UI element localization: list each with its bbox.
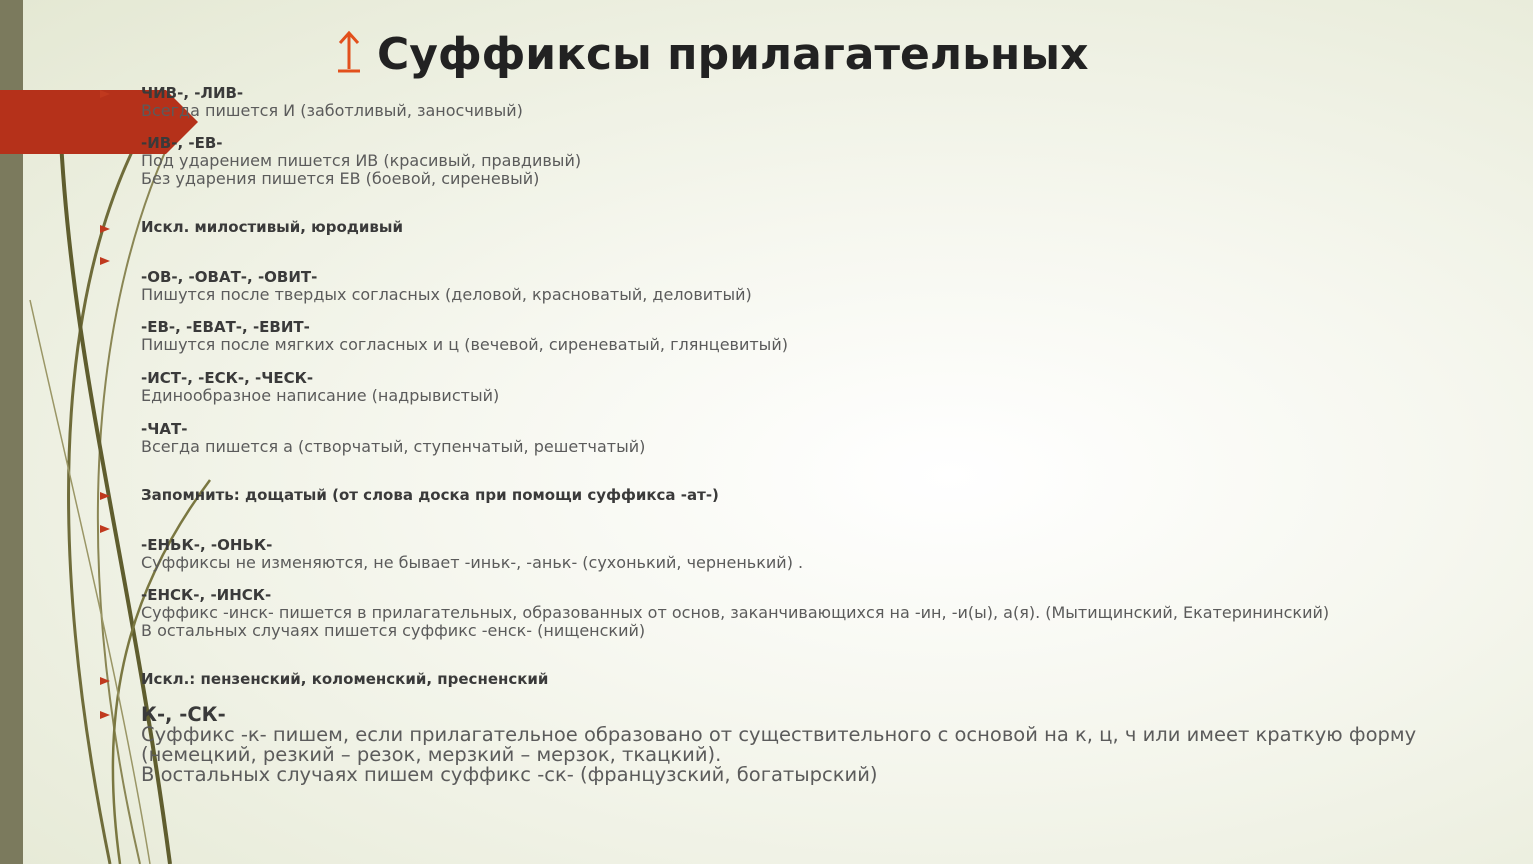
bullet-icon	[100, 711, 110, 719]
bullet-icon	[100, 525, 110, 533]
ensk-text-2: В остальных случаях пишется суффикс -енск- (нищенский)	[141, 621, 646, 640]
ensk-text-1: Суффикс -инск- пишется в прилагательных, образованных от основ, заканчивающихся на -ин, -и(ы), а(я). (Мытищинский, Екатерининский)	[141, 603, 1330, 622]
bullet-icon	[100, 492, 110, 500]
ist-text: Единообразное написание (надрывистый)	[141, 386, 500, 405]
ist-heading: -ИСТ-, -ЕСК-, -ЧЕСК-	[141, 369, 314, 387]
remember-note: Запомнить: дощатый (от слова доска при помощи суффикса -ат-)	[141, 486, 719, 504]
bullet-icon	[100, 677, 110, 685]
title-text: Суффиксы прилагательных	[377, 28, 1089, 80]
k-text-2: (немецкий, резкий – резок, мерзкий – мерзок, ткацкий).	[141, 743, 722, 766]
chiv-liv-text: Всегда пишется И (заботливый, заносчивый)	[141, 101, 523, 120]
chat-text: Всегда пишется а (створчатый, ступенчатый, решетчатый)	[141, 437, 646, 456]
iv-ev-text-2: Без ударения пишется ЕВ (боевой, сиреневый)	[141, 169, 540, 188]
enk-text: Суффиксы не изменяются, не бывает -иньк-, -аньк- (сухонький, черненький) .	[141, 553, 804, 572]
ov-heading: -ОВ-, -ОВАТ-, -ОВИТ-	[141, 268, 318, 286]
chat-heading: -ЧАТ-	[141, 420, 188, 438]
exception-2: Искл.: пензенский, коломенский, пресненский	[141, 670, 549, 688]
ev-heading: -ЕВ-, -ЕВАТ-, -ЕВИТ-	[141, 318, 310, 336]
exception-1: Искл. милостивый, юродивый	[141, 218, 403, 236]
bullet-icon	[100, 257, 110, 265]
bullet-icon	[100, 90, 110, 98]
k-text-3: В остальных случаях пишем суффикс -ск- (французский, богатырский)	[141, 763, 878, 786]
k-heading: К-, -СК-	[141, 703, 226, 726]
ensk-heading: -ЕНСК-, -ИНСК-	[141, 586, 272, 604]
ev-text: Пишутся после мягких согласных и ц (вечевой, сиреневатый, глянцевитый)	[141, 335, 788, 354]
bullet-icon	[100, 225, 110, 233]
k-text-1: Суффикс -к- пишем, если прилагательное образовано от существительного с основой на к, ц, ч или имеет краткую форму	[141, 723, 1417, 746]
enk-heading: -ЕНЬК-, -ОНЬК-	[141, 536, 273, 554]
chiv-liv-heading: ЧИВ-, -ЛИВ-	[141, 84, 244, 102]
iv-ev-text-1: Под ударением пишется ИВ (красивый, правдивый)	[141, 151, 582, 170]
iv-ev-heading: -ИВ-, -ЕВ-	[141, 134, 223, 152]
ov-text: Пишутся после твердых согласных (деловой, красноватый, деловитый)	[141, 285, 752, 304]
